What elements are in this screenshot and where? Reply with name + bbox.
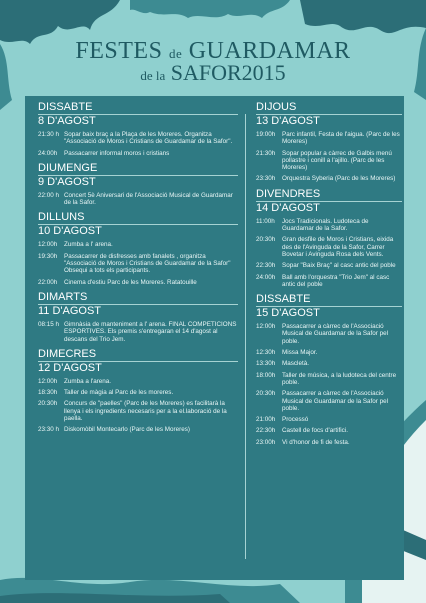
event-description: Zumba a l' arena. [64, 241, 113, 249]
day-date: 15 D'AGOST [256, 307, 320, 320]
program-column-right [256, 96, 402, 450]
day-title: DIJOUS [256, 102, 402, 115]
event-time: 08:15 h [38, 320, 60, 328]
event-time: 24:00h [38, 149, 58, 157]
event-description: Passacarrer de disfresses amb fanalets , organitza "Associació de Moros i Cristians de Guardamar de la Safor" Obsequi a tots els participants. [64, 252, 231, 275]
day-section [38, 212, 238, 285]
event-description: Vi d'honor de fi de festa. [282, 438, 350, 446]
day-section [256, 189, 402, 288]
event-description: Castell de focs d'artifici. [282, 427, 348, 435]
event-item [256, 372, 402, 387]
title-word-safor: SAFOR [170, 60, 242, 85]
event-description: Concert 5è Aniversari de l'Associació Musical de Guardamar de la Safor. [64, 191, 233, 207]
event-description: Mascletà. [282, 360, 309, 368]
event-item [256, 360, 402, 367]
program-panel [25, 96, 404, 580]
day-title: DIUMENGE [38, 163, 238, 176]
day-title: DISSABTE [256, 294, 402, 307]
day-date: 11 D'AGOST [38, 304, 102, 317]
event-time: 22:00 h [38, 191, 60, 199]
day-title: DISSABTE [38, 102, 238, 115]
event-time: 21:30 h [38, 131, 60, 138]
event-description: Concurs de "paelles" (Parc de les Moreres) es facilitarà la llenya i els ingredients necesaris per a la el.laboració de la paella. [64, 400, 227, 423]
event-item [38, 378, 238, 385]
day-date: 9 D'AGOST [38, 175, 96, 188]
event-description: Gran desfile de Moros i Cristians, eixida des de l'Avinguda de la Safor, Carrer Bovetar i Avinguda Rosa dels Vents. [282, 236, 394, 258]
event-description: Sopar popular a càrrec de Galbis menú pollastre i conill a l'ajillo. (Parc de les Moreres) [282, 149, 392, 172]
event-item [256, 390, 402, 412]
event-description: Zumba a l'arena. [64, 377, 112, 385]
event-description: Gimnàsia de manteniment a l' arena. FINAL COMPETICIONS ESPORTIVES. Els premis s'entregaran el 14 d'agost al descans del Trio Jem. [64, 320, 237, 343]
event-item [38, 400, 238, 422]
day-section [256, 102, 402, 183]
event-description: Missa Major. [282, 349, 318, 357]
event-item [38, 389, 238, 396]
day-section [38, 163, 238, 207]
event-time: 23:00h [256, 438, 276, 446]
day-date: 10 D'AGOST [38, 225, 102, 238]
event-time: 20:30h [256, 236, 276, 244]
event-description: Passacarrer informal moros i cristians [64, 149, 170, 157]
event-time: 20:30h [256, 390, 276, 398]
event-item [256, 218, 402, 233]
event-item [256, 439, 402, 446]
event-description: Diskomòbil Montecarlo (Parc de les Moreres) [64, 426, 190, 434]
event-description: Taller de màgia al Parc de les moreres. [64, 389, 174, 397]
event-description: Taller de música, a la ludoteca del centre poble. [282, 371, 397, 386]
event-item [38, 253, 238, 275]
day-date: 8 D'AGOST [38, 115, 96, 127]
column-divider [245, 114, 246, 559]
event-time: 22:30h [256, 427, 276, 435]
event-description: Ball amb l'orquestra "Trio Jem" al casc antic del poble [282, 273, 390, 288]
event-time: 13:30h [256, 360, 276, 368]
event-item [256, 274, 402, 289]
title-word-guardamar: GUARDAMAR [188, 38, 351, 64]
event-item [256, 236, 402, 258]
event-description: Parc infantil, Festa de l'aigua. (Parc de les Moreres) [282, 131, 400, 146]
event-item [256, 427, 402, 434]
day-section [38, 292, 238, 343]
day-title: DIMECRES [38, 349, 238, 362]
event-time: 12:00h [38, 241, 58, 249]
title-word-dela: de la [140, 68, 166, 83]
event-description: Passacarrer a càrrec de l'Associació Musical de Guardamar de la Safor pel poble. [282, 390, 389, 412]
event-item [256, 175, 402, 182]
event-time: 22:30h [256, 262, 276, 270]
event-item [256, 349, 402, 356]
event-item [38, 321, 238, 343]
day-date: 13 D'AGOST [256, 115, 320, 127]
event-time: 21:30h [256, 149, 276, 157]
event-time: 12:00h [256, 323, 276, 331]
program-column-left [38, 96, 238, 438]
event-item [38, 131, 238, 146]
event-item [256, 323, 402, 345]
event-description: Passacarrer a càrrec de l'Associació Musical de Guardamar de la Safor pel poble. [282, 323, 389, 345]
day-date: 12 D'AGOST [38, 361, 102, 374]
event-time: 24:00h [256, 273, 276, 281]
day-section [256, 294, 402, 446]
event-item [38, 192, 238, 207]
event-time: 23:30 h [38, 426, 60, 434]
event-time: 23:30h [256, 175, 276, 183]
day-title: DIVENDRES [256, 189, 402, 202]
event-description: Jocs Tradicionals. Ludoteca de Guardamar de la Safor. [282, 217, 369, 233]
event-description: Sopar "Baix Braç" al casc antic del poble [282, 262, 396, 270]
event-time: 18:30h [38, 389, 58, 397]
event-time: 22:00h [38, 278, 58, 286]
event-item [38, 150, 238, 157]
event-item [256, 150, 402, 172]
event-item [256, 262, 402, 269]
event-item [38, 279, 238, 286]
festival-title-line2 [0, 60, 426, 86]
event-item [256, 416, 402, 423]
event-description: Sopar baix braç a la Plaça de les Moreres. Organitza "Associació de Moros i Cristians de Guardamar de la Safor". [64, 131, 233, 146]
event-time: 19:30h [38, 252, 58, 260]
day-title: DILLUNS [38, 212, 238, 225]
event-time: 12:30h [256, 349, 276, 357]
event-time: 19:00h [256, 131, 276, 138]
event-time: 20:30h [38, 400, 58, 408]
event-time: 11:00h [256, 217, 275, 225]
title-word-de: de [168, 46, 183, 61]
day-date: 14 D'AGOST [256, 201, 320, 214]
title-year: 2015 [241, 60, 286, 85]
day-section [38, 102, 238, 157]
event-description: Orquestra Syberia (Parc de les Moreres) [282, 175, 396, 183]
event-description: Cinema d'estiu Parc de les Moreres. Ratatouille [64, 278, 197, 286]
event-item [38, 426, 238, 433]
event-description: Processó [282, 416, 309, 424]
event-time: 12:00h [38, 377, 58, 385]
day-section [38, 349, 238, 434]
event-time: 18:00h [256, 371, 276, 379]
event-item [38, 241, 238, 248]
day-title: DIMARTS [38, 292, 238, 305]
event-time: 21:00h [256, 416, 276, 424]
event-item [256, 131, 402, 146]
title-word-festes: FESTES [75, 38, 163, 64]
